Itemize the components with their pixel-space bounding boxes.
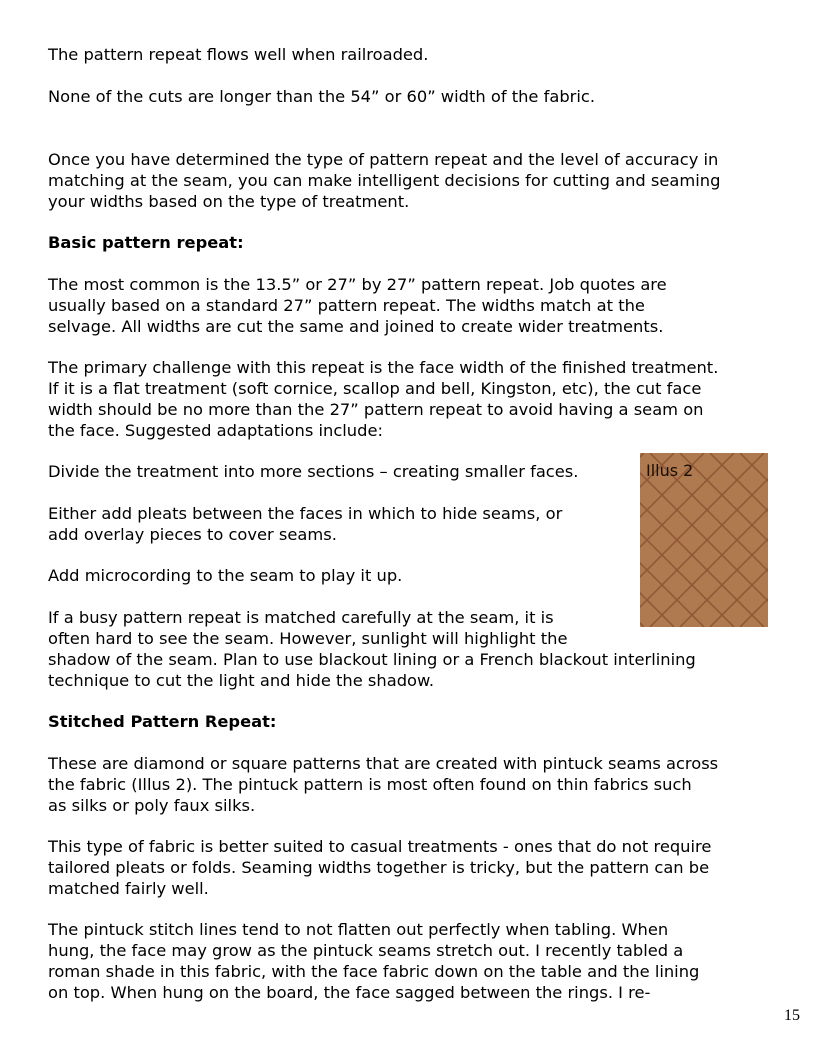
- text-line: width should be no more than the 27” pattern repeat to avoid having a seam on: [48, 400, 704, 419]
- text-line: matching at the seam, you can make intelligent decisions for cutting and seaming: [48, 171, 721, 190]
- page-number: 15: [784, 1007, 800, 1024]
- text-line: These are diamond or square patterns that are created with pintuck seams across: [48, 754, 719, 773]
- text-line: Either add pleats between the faces in which to hide seams, or: [48, 504, 563, 523]
- text-line: add overlay pieces to cover seams.: [48, 525, 337, 544]
- text-line: Divide the treatment into more sections – creating smaller faces.: [48, 462, 579, 481]
- text-line: This type of fabric is better suited to casual treatments - ones that do not require: [48, 837, 712, 856]
- text-line: usually based on a standard 27” pattern repeat. The widths match at the: [48, 296, 645, 315]
- text-line: The primary challenge with this repeat is the face width of the finished treatment.: [48, 358, 719, 377]
- text-line: the fabric (Illus 2). The pintuck pattern is most often found on thin fabrics such: [48, 775, 692, 794]
- text-line: The most common is the 13.5” or 27” by 27” pattern repeat. Job quotes are: [48, 275, 667, 294]
- section-heading: Basic pattern repeat:: [48, 233, 244, 252]
- section-heading: Stitched Pattern Repeat:: [48, 712, 277, 731]
- text-line: None of the cuts are longer than the 54” or 60” width of the fabric.: [48, 87, 596, 106]
- text-line: hung, the face may grow as the pintuck seams stretch out. I recently tabled a: [48, 941, 684, 960]
- text-line: selvage. All widths are cut the same and joined to create wider treatments.: [48, 317, 664, 336]
- text-line: tailored pleats or folds. Seaming widths together is tricky, but the pattern can be: [48, 858, 710, 877]
- text-line: The pattern repeat flows well when railroaded.: [48, 45, 429, 64]
- text-line: The pintuck stitch lines tend to not flatten out perfectly when tabling. When: [48, 920, 669, 939]
- text-line: If it is a flat treatment (soft cornice, scallop and bell, Kingston, etc), the cut face: [48, 379, 702, 398]
- text-line: as silks or poly faux silks.: [48, 796, 256, 815]
- text-line: Once you have determined the type of pattern repeat and the level of accuracy in: [48, 150, 719, 169]
- text-line: often hard to see the seam. However, sunlight will highlight the: [48, 629, 568, 648]
- text-line: If a busy pattern repeat is matched carefully at the seam, it is: [48, 608, 554, 627]
- text-line: roman shade in this fabric, with the face fabric down on the table and the lining: [48, 962, 700, 981]
- illustration-label: Illus 2: [646, 461, 694, 480]
- text-line: matched fairly well.: [48, 879, 209, 898]
- text-line: Add microcording to the seam to play it up.: [48, 566, 403, 585]
- text-line: shadow of the seam. Plan to use blackout lining or a French blackout interlining: [48, 650, 696, 669]
- text-line: technique to cut the light and hide the shadow.: [48, 671, 435, 690]
- text-line: your widths based on the type of treatment.: [48, 192, 410, 211]
- text-line: on top. When hung on the board, the face sagged between the rings. I re-: [48, 983, 651, 1002]
- text-line: the face. Suggested adaptations include:: [48, 421, 383, 440]
- pintuck-fabric-illustration: [640, 453, 768, 627]
